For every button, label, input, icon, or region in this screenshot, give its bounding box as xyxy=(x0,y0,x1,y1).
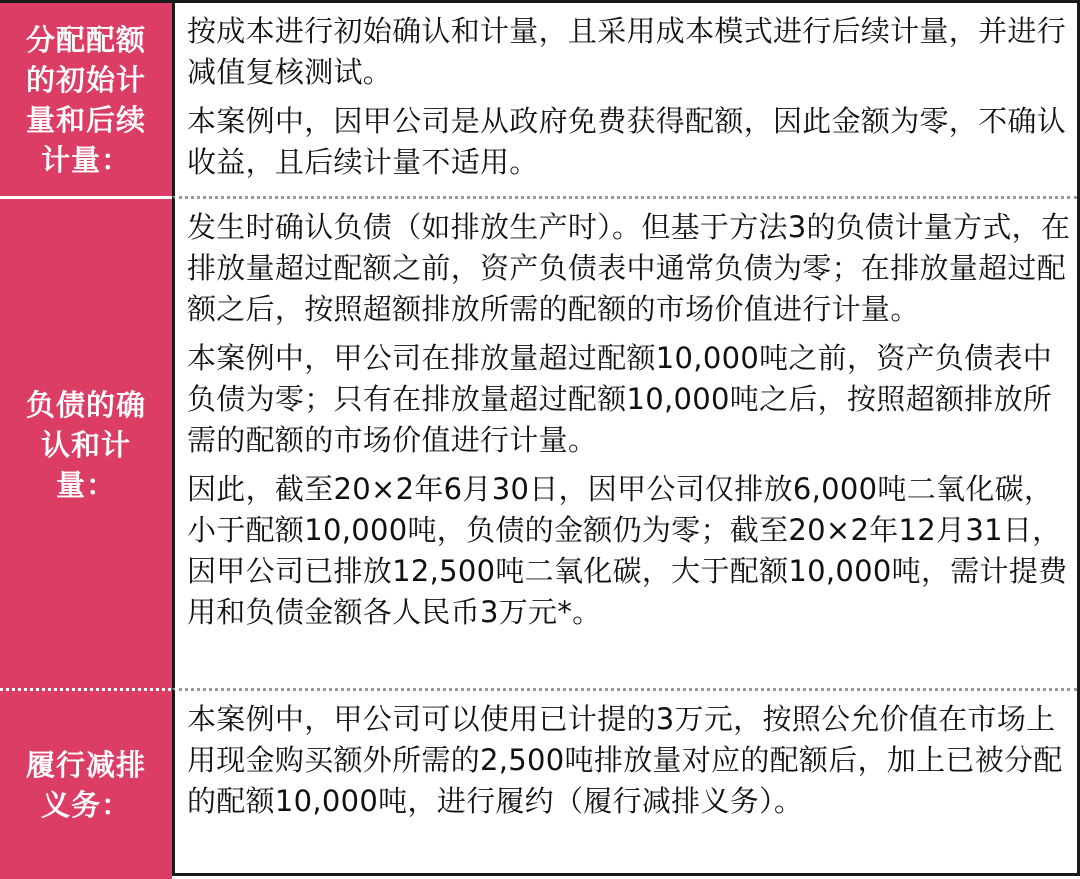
row-header-label: 履行减排义务： xyxy=(25,748,146,822)
row-header xyxy=(0,691,172,879)
table-row xyxy=(0,3,1077,196)
row-header-label: 分配配额的初始计量和后续计量： xyxy=(25,22,146,177)
paragraph: 本案例中，甲公司可以使用已计提的3万元，按照公允价值在市场上用现金购买额外所需的2,500吨排放量对应的配额后，加上已被分配的配额10,000吨，进行履约（履行减排义务）。 xyxy=(187,702,1063,818)
paragraph: 发生时确认负债（如排放生产时）。但基于方法3的负债计量方式，在排放量超过配额之前，资产负债表中通常负债为零；在排放量超过配额之后，按照超额排放所需的配额的市场价值进行计量。 xyxy=(187,210,1071,326)
row-content xyxy=(172,196,1077,688)
row-content xyxy=(172,3,1077,196)
paragraph: 按成本进行初始确认和计量，且采用成本模式进行后续计量，并进行减值复核测试。 xyxy=(187,14,1067,89)
row-header xyxy=(0,199,172,691)
paragraph: 因此，截至20×2年6月30日，因甲公司仅排放6,000吨二氧化碳，小于配额10,000吨，负债的金额仍为零；截至20×2年12月31日，因甲公司已排放12,500吨二氧化碳，大于配额10,000吨，需计提费用和负债金额各人民币3万元*。 xyxy=(187,472,1068,629)
paragraph: 本案例中，甲公司在排放量超过配额10,000吨之前，资产负债表中负债为零；只有在排放量超过配额10,000吨之后，按照超额排放所需的配额的市场价值进行计量。 xyxy=(187,341,1053,457)
row-header-label: 负债的确认和计量： xyxy=(25,388,146,502)
paragraph: 本案例中，因甲公司是从政府免费获得配额，因此金额为零，不确认收益，且后续计量不适用。 xyxy=(187,104,1067,179)
table-row xyxy=(0,688,1077,879)
row-content xyxy=(172,688,1077,876)
table-row xyxy=(0,196,1077,691)
row-header xyxy=(0,3,172,196)
